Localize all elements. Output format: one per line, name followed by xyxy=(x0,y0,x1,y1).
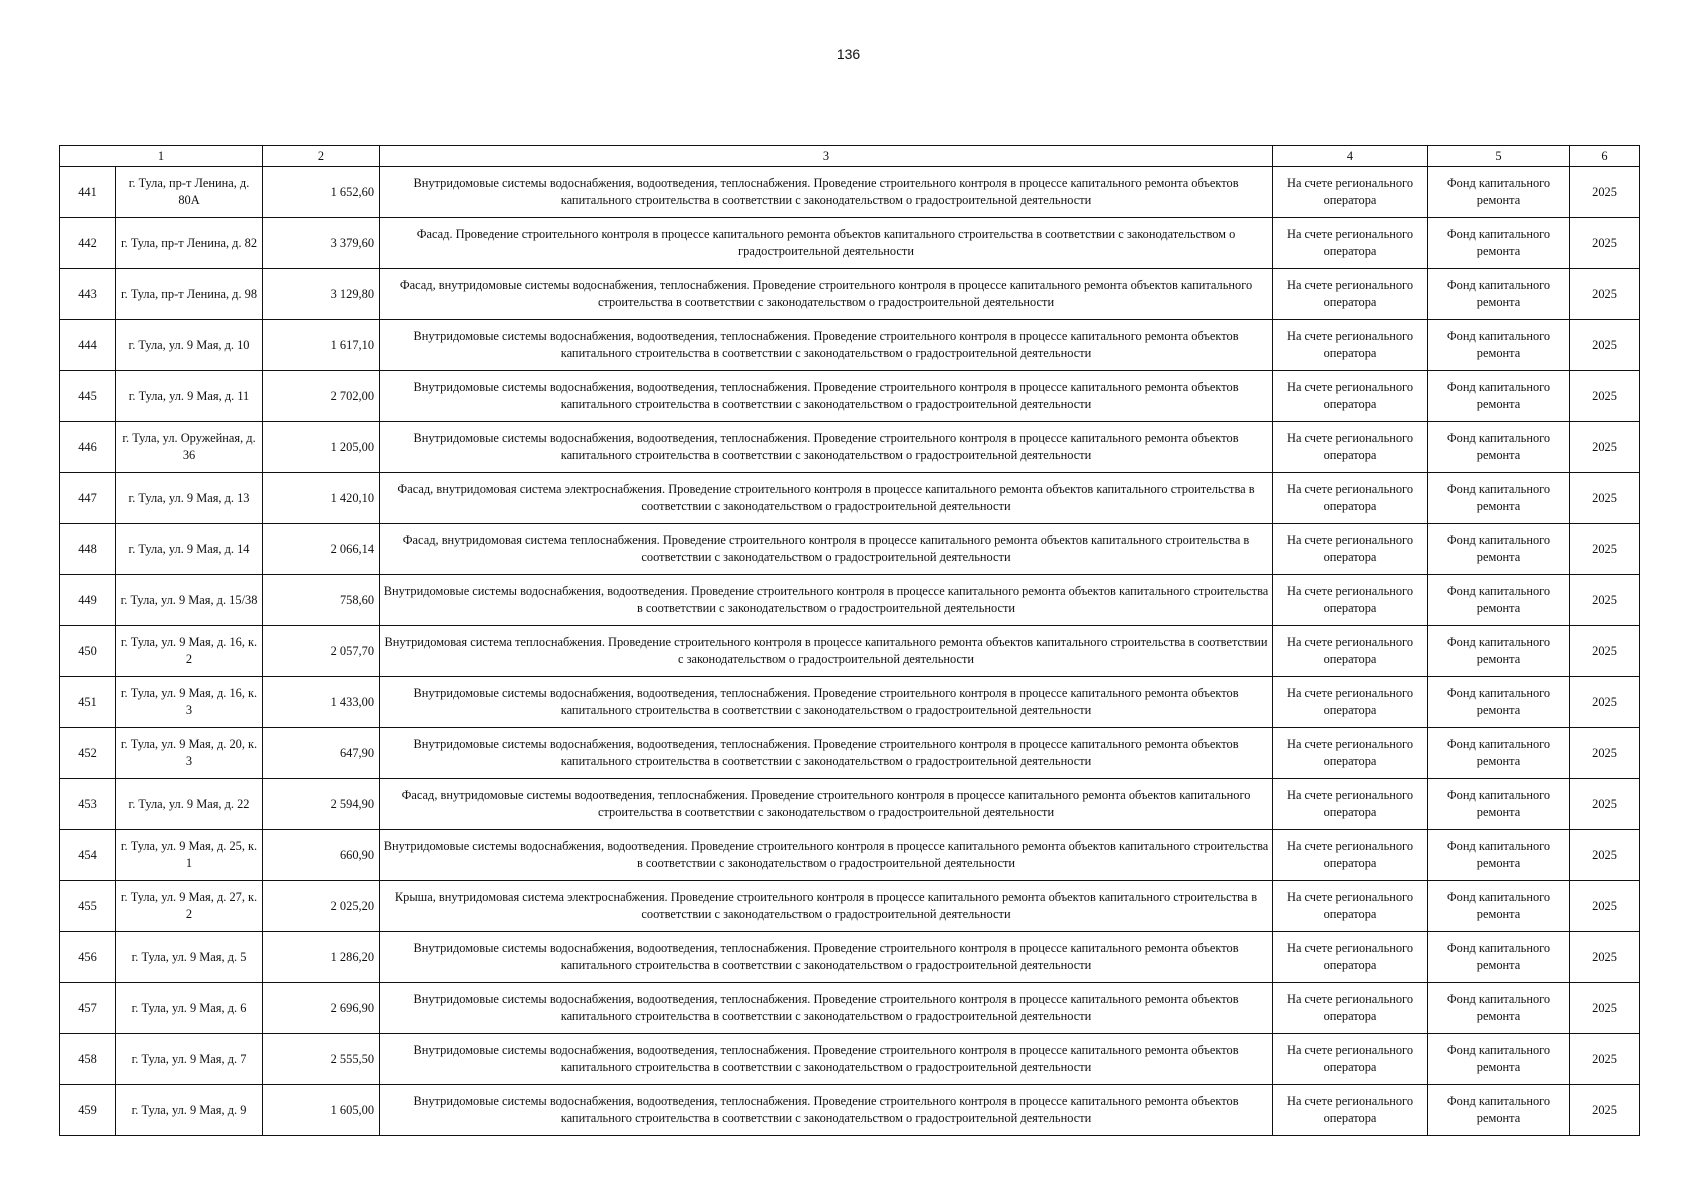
funding-source-cell: Фонд капитального ремонта xyxy=(1428,728,1570,779)
address-cell: г. Тула, ул. 9 Мая, д. 27, к. 2 xyxy=(116,881,263,932)
address-cell: г. Тула, ул. 9 Мая, д. 16, к. 2 xyxy=(116,626,263,677)
account-method-cell: На счете регионального оператора xyxy=(1273,932,1428,983)
works-description-cell: Внутридомовые системы водоснабжения, водоотведения, теплоснабжения. Проведение строительного контроля в процессе капитального ремонта объектов капитального строительства в соответствии с законодательством о градостроительной деятельности xyxy=(380,371,1273,422)
account-method-cell: На счете регионального оператора xyxy=(1273,677,1428,728)
row-number-cell: 441 xyxy=(60,167,116,218)
funding-source-cell: Фонд капитального ремонта xyxy=(1428,830,1570,881)
works-description-cell: Внутридомовые системы водоснабжения, водоотведения, теплоснабжения. Проведение строительного контроля в процессе капитального ремонта объектов капитального строительства в соответствии с законодательством о градостроительной деятельности xyxy=(380,1085,1273,1136)
year-cell: 2025 xyxy=(1570,779,1640,830)
row-number-cell: 442 xyxy=(60,218,116,269)
funding-source-cell: Фонд капитального ремонта xyxy=(1428,422,1570,473)
column-header-2: 2 xyxy=(263,146,380,167)
address-cell: г. Тула, ул. 9 Мая, д. 11 xyxy=(116,371,263,422)
works-description-cell: Фасад, внутридомовые системы водоотведения, теплоснабжения. Проведение строительного контроля в процессе капитального ремонта объектов капитального строительства в соответствии с законодательством о градостроительной деятельности xyxy=(380,779,1273,830)
row-number-cell: 444 xyxy=(60,320,116,371)
row-number-cell: 447 xyxy=(60,473,116,524)
works-description-cell: Фасад, внутридомовые системы водоснабжения, теплоснабжения. Проведение строительного контроля в процессе капитального ремонта объектов капитального строительства в соответствии с законодательством о градостроительной деятельности xyxy=(380,269,1273,320)
column-header-1: 1 xyxy=(60,146,263,167)
funding-source-cell: Фонд капитального ремонта xyxy=(1428,1085,1570,1136)
area-cell: 2 057,70 xyxy=(263,626,380,677)
address-cell: г. Тула, ул. 9 Мая, д. 14 xyxy=(116,524,263,575)
table-row xyxy=(60,371,1640,422)
row-number-cell: 452 xyxy=(60,728,116,779)
area-cell: 2 696,90 xyxy=(263,983,380,1034)
area-cell: 1 617,10 xyxy=(263,320,380,371)
account-method-cell: На счете регионального оператора xyxy=(1273,1085,1428,1136)
works-description-cell: Фасад, внутридомовая система электроснабжения. Проведение строительного контроля в процессе капитального ремонта объектов капитального строительства в соответствии с законодательством о градостроительной деятельности xyxy=(380,473,1273,524)
row-number-cell: 455 xyxy=(60,881,116,932)
year-cell: 2025 xyxy=(1570,983,1640,1034)
area-cell: 758,60 xyxy=(263,575,380,626)
year-cell: 2025 xyxy=(1570,1085,1640,1136)
address-cell: г. Тула, ул. 9 Мая, д. 6 xyxy=(116,983,263,1034)
account-method-cell: На счете регионального оператора xyxy=(1273,473,1428,524)
works-description-cell: Внутридомовые системы водоснабжения, водоотведения, теплоснабжения. Проведение строительного контроля в процессе капитального ремонта объектов капитального строительства в соответствии с законодательством о градостроительной деятельности xyxy=(380,320,1273,371)
address-cell: г. Тула, ул. 9 Мая, д. 5 xyxy=(116,932,263,983)
area-cell: 3 379,60 xyxy=(263,218,380,269)
account-method-cell: На счете регионального оператора xyxy=(1273,218,1428,269)
row-number-cell: 457 xyxy=(60,983,116,1034)
year-cell: 2025 xyxy=(1570,575,1640,626)
address-cell: г. Тула, ул. 9 Мая, д. 25, к. 1 xyxy=(116,830,263,881)
year-cell: 2025 xyxy=(1570,932,1640,983)
year-cell: 2025 xyxy=(1570,269,1640,320)
works-description-cell: Крыша, внутридомовая система электроснабжения. Проведение строительного контроля в процессе капитального ремонта объектов капитального строительства в соответствии с законодательством о градостроительной деятельности xyxy=(380,881,1273,932)
table-row xyxy=(60,779,1640,830)
address-cell: г. Тула, ул. 9 Мая, д. 7 xyxy=(116,1034,263,1085)
row-number-cell: 459 xyxy=(60,1085,116,1136)
table-row xyxy=(60,218,1640,269)
funding-source-cell: Фонд капитального ремонта xyxy=(1428,320,1570,371)
works-description-cell: Внутридомовые системы водоснабжения, водоотведения, теплоснабжения. Проведение строительного контроля в процессе капитального ремонта объектов капитального строительства в соответствии с законодательством о градостроительной деятельности xyxy=(380,932,1273,983)
account-method-cell: На счете регионального оператора xyxy=(1273,830,1428,881)
table-row xyxy=(60,1085,1640,1136)
year-cell: 2025 xyxy=(1570,677,1640,728)
area-cell: 2 702,00 xyxy=(263,371,380,422)
row-number-cell: 454 xyxy=(60,830,116,881)
funding-source-cell: Фонд капитального ремонта xyxy=(1428,881,1570,932)
address-cell: г. Тула, ул. 9 Мая, д. 15/38 xyxy=(116,575,263,626)
year-cell: 2025 xyxy=(1570,473,1640,524)
area-cell: 1 420,10 xyxy=(263,473,380,524)
address-cell: г. Тула, ул. 9 Мая, д. 9 xyxy=(116,1085,263,1136)
area-cell: 2 555,50 xyxy=(263,1034,380,1085)
row-number-cell: 445 xyxy=(60,371,116,422)
column-header-6: 6 xyxy=(1570,146,1640,167)
area-cell: 1 652,60 xyxy=(263,167,380,218)
column-header-5: 5 xyxy=(1428,146,1570,167)
table-row xyxy=(60,626,1640,677)
funding-source-cell: Фонд капитального ремонта xyxy=(1428,575,1570,626)
year-cell: 2025 xyxy=(1570,524,1640,575)
address-cell: г. Тула, ул. 9 Мая, д. 13 xyxy=(116,473,263,524)
funding-source-cell: Фонд капитального ремонта xyxy=(1428,779,1570,830)
table-body xyxy=(60,167,1640,1136)
year-cell: 2025 xyxy=(1570,167,1640,218)
funding-source-cell: Фонд капитального ремонта xyxy=(1428,983,1570,1034)
area-cell: 2 066,14 xyxy=(263,524,380,575)
table-row xyxy=(60,422,1640,473)
table-row xyxy=(60,320,1640,371)
area-cell: 1 205,00 xyxy=(263,422,380,473)
funding-source-cell: Фонд капитального ремонта xyxy=(1428,473,1570,524)
table-row xyxy=(60,881,1640,932)
works-description-cell: Внутридомовая система теплоснабжения. Проведение строительного контроля в процессе капитального ремонта объектов капитального строительства в соответствии с законодательством о градостроительной деятельности xyxy=(380,626,1273,677)
works-description-cell: Внутридомовые системы водоснабжения, водоотведения, теплоснабжения. Проведение строительного контроля в процессе капитального ремонта объектов капитального строительства в соответствии с законодательством о градостроительной деятельности xyxy=(380,422,1273,473)
table-row xyxy=(60,830,1640,881)
year-cell: 2025 xyxy=(1570,626,1640,677)
row-number-cell: 456 xyxy=(60,932,116,983)
repair-plan-table xyxy=(59,145,1640,1136)
funding-source-cell: Фонд капитального ремонта xyxy=(1428,1034,1570,1085)
area-cell: 1 286,20 xyxy=(263,932,380,983)
address-cell: г. Тула, пр-т Ленина, д. 82 xyxy=(116,218,263,269)
account-method-cell: На счете регионального оператора xyxy=(1273,269,1428,320)
table-row xyxy=(60,728,1640,779)
year-cell: 2025 xyxy=(1570,218,1640,269)
row-number-cell: 451 xyxy=(60,677,116,728)
table-row xyxy=(60,932,1640,983)
row-number-cell: 449 xyxy=(60,575,116,626)
works-description-cell: Внутридомовые системы водоснабжения, водоотведения, теплоснабжения. Проведение строительного контроля в процессе капитального ремонта объектов капитального строительства в соответствии с законодательством о градостроительной деятельности xyxy=(380,983,1273,1034)
account-method-cell: На счете регионального оператора xyxy=(1273,983,1428,1034)
row-number-cell: 458 xyxy=(60,1034,116,1085)
table-row xyxy=(60,269,1640,320)
table-header-row xyxy=(60,146,1640,167)
funding-source-cell: Фонд капитального ремонта xyxy=(1428,269,1570,320)
area-cell: 647,90 xyxy=(263,728,380,779)
area-cell: 1 605,00 xyxy=(263,1085,380,1136)
account-method-cell: На счете регионального оператора xyxy=(1273,1034,1428,1085)
account-method-cell: На счете регионального оператора xyxy=(1273,422,1428,473)
works-description-cell: Внутридомовые системы водоснабжения, водоотведения. Проведение строительного контроля в процессе капитального ремонта объектов капитального строительства в соответствии с законодательством о градостроительной деятельности xyxy=(380,830,1273,881)
table-row xyxy=(60,167,1640,218)
area-cell: 1 433,00 xyxy=(263,677,380,728)
funding-source-cell: Фонд капитального ремонта xyxy=(1428,371,1570,422)
year-cell: 2025 xyxy=(1570,830,1640,881)
works-description-cell: Внутридомовые системы водоснабжения, водоотведения, теплоснабжения. Проведение строительного контроля в процессе капитального ремонта объектов капитального строительства в соответствии с законодательством о градостроительной деятельности xyxy=(380,167,1273,218)
year-cell: 2025 xyxy=(1570,422,1640,473)
account-method-cell: На счете регионального оператора xyxy=(1273,167,1428,218)
account-method-cell: На счете регионального оператора xyxy=(1273,524,1428,575)
funding-source-cell: Фонд капитального ремонта xyxy=(1428,218,1570,269)
table-row xyxy=(60,524,1640,575)
column-header-4: 4 xyxy=(1273,146,1428,167)
area-cell: 2 025,20 xyxy=(263,881,380,932)
funding-source-cell: Фонд капитального ремонта xyxy=(1428,932,1570,983)
address-cell: г. Тула, ул. 9 Мая, д. 22 xyxy=(116,779,263,830)
address-cell: г. Тула, пр-т Ленина, д. 80А xyxy=(116,167,263,218)
account-method-cell: На счете регионального оператора xyxy=(1273,575,1428,626)
year-cell: 2025 xyxy=(1570,371,1640,422)
table-row xyxy=(60,983,1640,1034)
address-cell: г. Тула, ул. 9 Мая, д. 10 xyxy=(116,320,263,371)
account-method-cell: На счете регионального оператора xyxy=(1273,728,1428,779)
account-method-cell: На счете регионального оператора xyxy=(1273,371,1428,422)
table-row xyxy=(60,1034,1640,1085)
year-cell: 2025 xyxy=(1570,1034,1640,1085)
address-cell: г. Тула, пр-т Ленина, д. 98 xyxy=(116,269,263,320)
table-row xyxy=(60,473,1640,524)
funding-source-cell: Фонд капитального ремонта xyxy=(1428,626,1570,677)
year-cell: 2025 xyxy=(1570,881,1640,932)
column-header-3: 3 xyxy=(380,146,1273,167)
works-description-cell: Внутридомовые системы водоснабжения, водоотведения. Проведение строительного контроля в процессе капитального ремонта объектов капитального строительства в соответствии с законодательством о градостроительной деятельности xyxy=(380,575,1273,626)
area-cell: 2 594,90 xyxy=(263,779,380,830)
account-method-cell: На счете регионального оператора xyxy=(1273,779,1428,830)
funding-source-cell: Фонд капитального ремонта xyxy=(1428,677,1570,728)
funding-source-cell: Фонд капитального ремонта xyxy=(1428,167,1570,218)
works-description-cell: Фасад. Проведение строительного контроля в процессе капитального ремонта объектов капитального строительства в соответствии с законодательством о градостроительной деятельности xyxy=(380,218,1273,269)
area-cell: 660,90 xyxy=(263,830,380,881)
row-number-cell: 453 xyxy=(60,779,116,830)
table-row xyxy=(60,575,1640,626)
account-method-cell: На счете регионального оператора xyxy=(1273,320,1428,371)
address-cell: г. Тула, ул. 9 Мая, д. 16, к. 3 xyxy=(116,677,263,728)
account-method-cell: На счете регионального оператора xyxy=(1273,881,1428,932)
address-cell: г. Тула, ул. Оружейная, д. 36 xyxy=(116,422,263,473)
row-number-cell: 446 xyxy=(60,422,116,473)
row-number-cell: 443 xyxy=(60,269,116,320)
address-cell: г. Тула, ул. 9 Мая, д. 20, к. 3 xyxy=(116,728,263,779)
works-description-cell: Внутридомовые системы водоснабжения, водоотведения, теплоснабжения. Проведение строительного контроля в процессе капитального ремонта объектов капитального строительства в соответствии с законодательством о градостроительной деятельности xyxy=(380,1034,1273,1085)
year-cell: 2025 xyxy=(1570,728,1640,779)
page-number: 136 xyxy=(836,46,861,62)
works-description-cell: Внутридомовые системы водоснабжения, водоотведения, теплоснабжения. Проведение строительного контроля в процессе капитального ремонта объектов капитального строительства в соответствии с законодательством о градостроительной деятельности xyxy=(380,728,1273,779)
row-number-cell: 450 xyxy=(60,626,116,677)
works-description-cell: Внутридомовые системы водоснабжения, водоотведения, теплоснабжения. Проведение строительного контроля в процессе капитального ремонта объектов капитального строительства в соответствии с законодательством о градостроительной деятельности xyxy=(380,677,1273,728)
table-row xyxy=(60,677,1640,728)
funding-source-cell: Фонд капитального ремонта xyxy=(1428,524,1570,575)
account-method-cell: На счете регионального оператора xyxy=(1273,626,1428,677)
works-description-cell: Фасад, внутридомовая система теплоснабжения. Проведение строительного контроля в процессе капитального ремонта объектов капитального строительства в соответствии с законодательством о градостроительной деятельности xyxy=(380,524,1273,575)
area-cell: 3 129,80 xyxy=(263,269,380,320)
year-cell: 2025 xyxy=(1570,320,1640,371)
row-number-cell: 448 xyxy=(60,524,116,575)
